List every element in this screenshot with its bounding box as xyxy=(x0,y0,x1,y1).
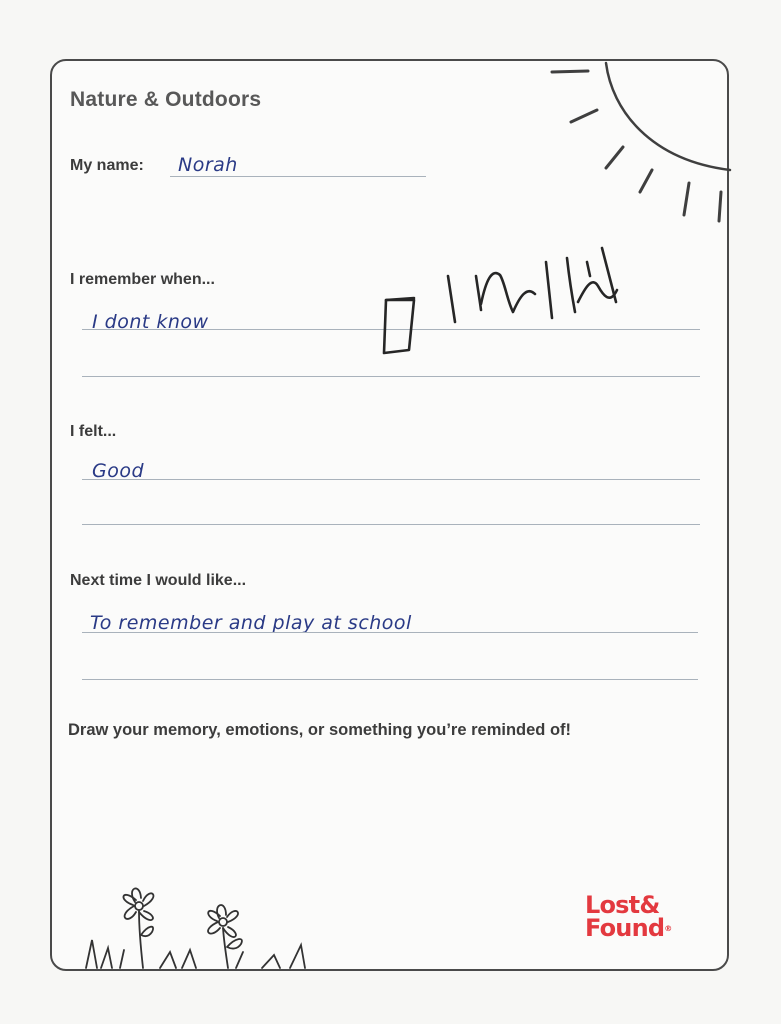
remember-value[interactable]: I dont know xyxy=(92,311,209,333)
draw-prompt: Draw your memory, emotions, or something you’re reminded of! xyxy=(68,721,572,739)
logo-line-1: Lost& xyxy=(585,891,660,919)
next-value[interactable]: To remember and play at school xyxy=(90,612,412,634)
remember-label: I remember when... xyxy=(70,271,215,288)
next-label: Next time I would like... xyxy=(70,572,247,589)
registered-mark: ® xyxy=(664,924,672,933)
felt-value[interactable]: Good xyxy=(92,460,145,482)
felt-label: I felt... xyxy=(70,423,117,440)
logo-line-2: Found xyxy=(585,914,665,942)
page-title: Nature & Outdoors xyxy=(70,88,262,111)
name-value[interactable]: Norah xyxy=(178,154,238,176)
name-label: My name: xyxy=(70,157,144,174)
lost-and-found-logo xyxy=(585,891,695,942)
